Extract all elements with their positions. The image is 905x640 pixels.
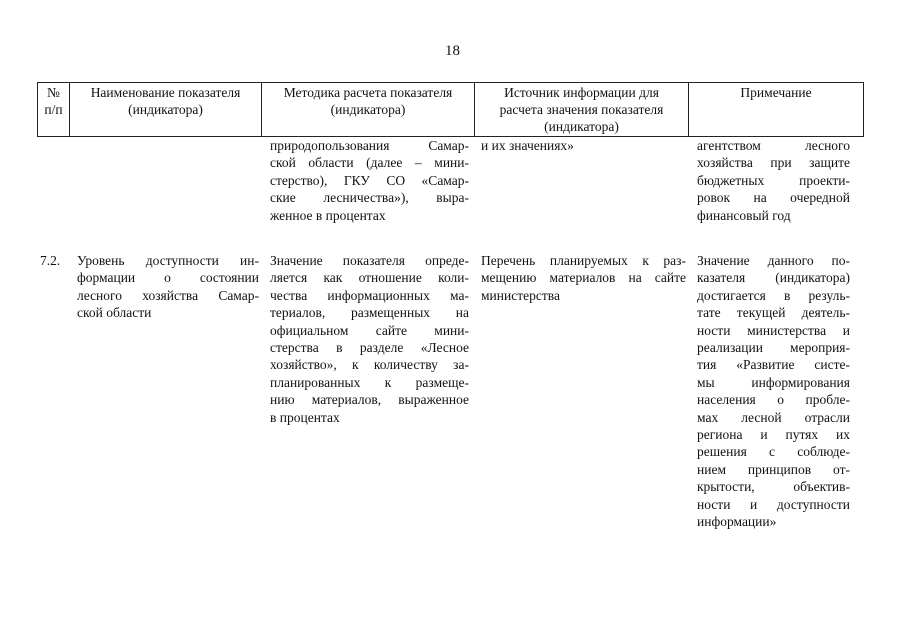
text-line: мещению материалов на сайте (481, 270, 686, 286)
text-line: в процентах (270, 409, 340, 425)
text-line: ности министерства и (697, 322, 850, 338)
header-note (689, 83, 863, 136)
row-number: 7.2. (40, 253, 61, 268)
text-line: Значение данного по- (697, 253, 850, 268)
header-source-line: расчета значения показателя (499, 102, 664, 117)
header-name-line: (индикатора) (128, 102, 203, 117)
text-line: стерство), ГКУ СО «Самар- (270, 172, 469, 188)
text-line: ские лесничества»), выра- (270, 190, 469, 206)
text-line: нию материалов, выраженное (270, 392, 469, 408)
text-line: женное в процентах (270, 207, 386, 223)
indicator-name-cell (77, 252, 259, 322)
text-line: официальном сайте мини- (270, 322, 469, 338)
text-line: Уровень доступности ин- (77, 253, 259, 268)
cont-method-cell (270, 137, 469, 224)
text-line: териалов, размещенных на (270, 305, 469, 321)
header-name (70, 83, 261, 136)
text-line: населения о пробле- (697, 392, 850, 408)
cont-note-cell (697, 137, 850, 224)
text-line: и их значениях» (481, 138, 574, 153)
header-num (38, 83, 69, 136)
header-method-line: (индикатора) (330, 102, 406, 117)
text-line: природопользования Самар- (270, 138, 469, 153)
header-source-line: Источник информации для (504, 85, 659, 100)
text-line: ности и доступности (697, 496, 850, 512)
text-line: региона и путях их (697, 427, 850, 443)
header-num-line: № (47, 85, 60, 100)
text-line: информации» (697, 514, 777, 530)
note-cell (697, 252, 850, 531)
text-line: Значение показателя опреде- (270, 253, 469, 268)
text-line: тате текущей деятель- (697, 305, 850, 321)
text-line: стерства в разделе «Лесное (270, 340, 469, 356)
table-border-right (863, 83, 864, 136)
text-line: мы информирования (697, 374, 850, 390)
source-cell (481, 252, 686, 304)
header-source-line: (индикатора) (544, 119, 619, 134)
header-name-line: Наименование показателя (90, 85, 241, 100)
header-note-line: Примечание (740, 85, 812, 100)
text-line: финансовый год (697, 207, 791, 223)
text-line: чества информационных ма- (270, 287, 469, 303)
text-line: министерства (481, 287, 560, 303)
text-line: нием принципов от- (697, 461, 850, 477)
text-line: реализации мероприя- (697, 340, 850, 356)
text-line: ровок на очередной (697, 190, 850, 206)
header-source (475, 83, 688, 136)
page-number: 18 (445, 43, 460, 59)
cont-source-cell (481, 137, 686, 154)
text-line: мах лесной отрасли (697, 409, 850, 425)
text-line: тия «Развитие систе- (697, 357, 850, 373)
text-line: агентством лесного (697, 138, 850, 153)
text-line: хозяйства при защите (697, 155, 850, 171)
text-line: ляется как отношение коли- (270, 270, 469, 286)
header-method (262, 83, 474, 136)
text-line: достигается в резуль- (697, 287, 850, 303)
text-line: планированных к размеще- (270, 374, 469, 390)
text-line: ской области (77, 305, 152, 321)
text-line: бюджетных проекти- (697, 172, 850, 188)
text-line: формации о состоянии (77, 270, 259, 286)
table-header (37, 82, 864, 137)
header-num-line: п/п (44, 102, 63, 117)
text-line: решения с соблюде- (697, 444, 850, 460)
text-line: Перечень планируемых к раз- (481, 253, 686, 268)
text-line: ской области (далее – мини- (270, 155, 469, 171)
method-cell (270, 252, 469, 426)
text-line: крытости, объектив- (697, 479, 850, 495)
text-line: хозяйство», к количеству за- (270, 357, 469, 373)
text-line: лесного хозяйства Самар- (77, 287, 259, 303)
text-line: казателя (индикатора) (697, 270, 850, 286)
header-method-line: Методика расчета показателя (283, 85, 453, 100)
